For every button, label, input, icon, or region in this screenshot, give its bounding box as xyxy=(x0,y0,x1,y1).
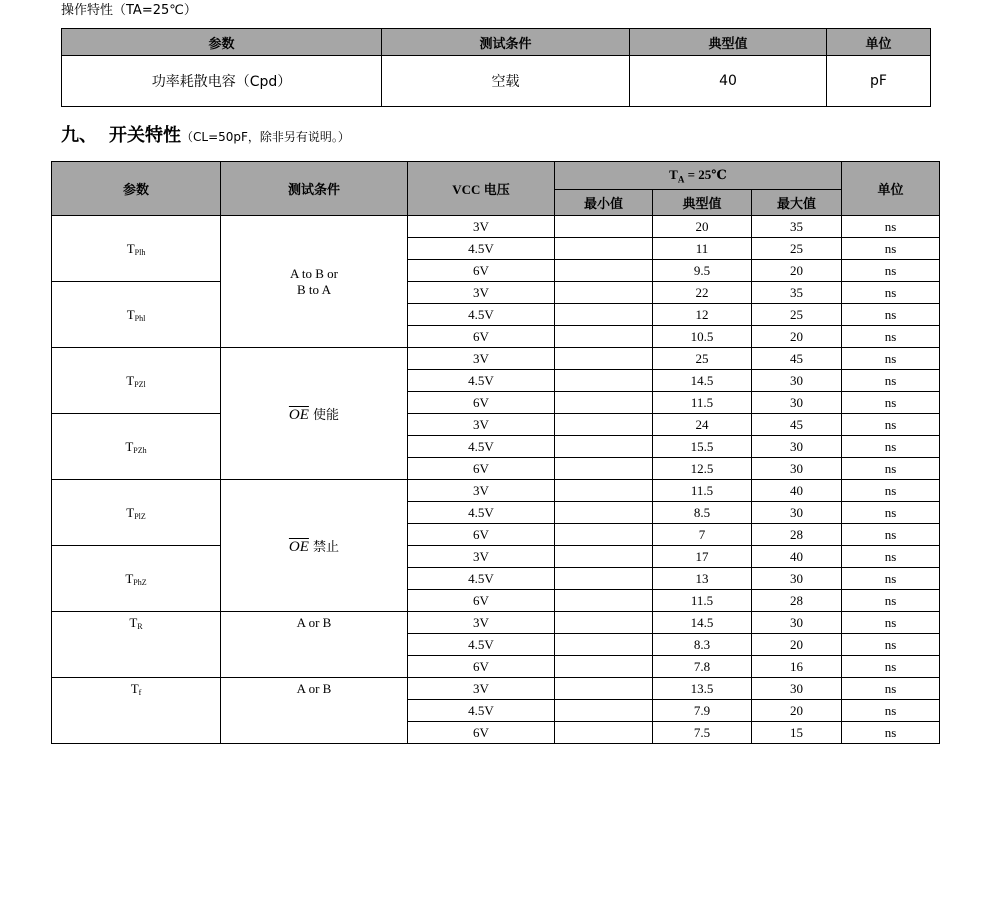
cell-typ: 15.5 xyxy=(653,436,752,458)
cell-unit: ns xyxy=(842,502,940,524)
cell-unit: ns xyxy=(842,480,940,502)
cell-unit: ns xyxy=(842,700,940,722)
cell-unit: ns xyxy=(842,304,940,326)
switching-characteristics-table xyxy=(51,161,940,744)
cell-typ: 13 xyxy=(653,568,752,590)
condition-cell xyxy=(221,348,408,480)
cell-typ: 10.5 xyxy=(653,326,752,348)
condition-text: A or B xyxy=(296,615,332,630)
condition-line: B to A xyxy=(297,281,331,297)
cell-min xyxy=(555,414,653,436)
cell-unit: ns xyxy=(842,326,940,348)
cell-typ: 24 xyxy=(653,414,752,436)
cell-max: 25 xyxy=(752,238,842,260)
cell-vcc: 6V xyxy=(408,656,555,678)
cell-max: 40 xyxy=(752,546,842,568)
header-unit: 单位 xyxy=(842,162,940,216)
header-test-condition: 测试条件 xyxy=(382,29,630,56)
cell-max: 30 xyxy=(752,502,842,524)
cell-typ: 25 xyxy=(653,348,752,370)
header-max: 最大值 xyxy=(752,190,842,216)
cell-typ: 11.5 xyxy=(653,480,752,502)
cell-max: 30 xyxy=(752,392,842,414)
cell-vcc: 3V xyxy=(408,480,555,502)
param-symbol: T xyxy=(130,681,139,696)
cell-vcc: 4.5V xyxy=(408,436,555,458)
cell-typ: 9.5 xyxy=(653,260,752,282)
switching-table-body xyxy=(52,216,940,744)
cell-max: 20 xyxy=(752,634,842,656)
cell-max: 35 xyxy=(752,282,842,304)
cell-min xyxy=(555,216,653,238)
condition-text: A or B xyxy=(296,681,332,696)
oe-label: $\overline{OE}$ xyxy=(288,538,309,555)
cell-max: 28 xyxy=(752,524,842,546)
cell-max: 35 xyxy=(752,216,842,238)
cell-max: 20 xyxy=(752,700,842,722)
cell-max: 30 xyxy=(752,370,842,392)
cell-max: 30 xyxy=(752,436,842,458)
cpd-param: 功率耗散电容（Cpd） xyxy=(62,56,382,107)
param-symbol: T xyxy=(126,240,135,256)
cpd-unit: pF xyxy=(827,56,931,107)
cell-unit: ns xyxy=(842,370,940,392)
param-cell xyxy=(52,414,221,480)
condition-text: 使能 xyxy=(308,407,340,423)
cell-vcc: 6V xyxy=(408,524,555,546)
cell-typ: 7.9 xyxy=(653,700,752,722)
cell-vcc: 3V xyxy=(408,612,555,634)
cell-min xyxy=(555,678,653,700)
cell-vcc: 6V xyxy=(408,722,555,744)
cell-max: 28 xyxy=(752,590,842,612)
table-header-row xyxy=(52,162,940,190)
cell-min xyxy=(555,700,653,722)
table-row xyxy=(52,612,940,634)
header-test-condition: 测试条件 xyxy=(221,162,408,216)
header-vcc xyxy=(408,162,555,216)
cell-typ: 11 xyxy=(653,238,752,260)
cell-unit: ns xyxy=(842,612,940,634)
cell-min xyxy=(555,326,653,348)
header-param: 参数 xyxy=(62,29,382,56)
cell-unit: ns xyxy=(842,216,940,238)
cell-max: 45 xyxy=(752,414,842,436)
cell-vcc: 4.5V xyxy=(408,502,555,524)
param-cell xyxy=(52,678,221,744)
cell-min xyxy=(555,524,653,546)
cell-min xyxy=(555,546,653,568)
param-subscript: Phl xyxy=(134,313,146,323)
cell-min xyxy=(555,568,653,590)
param-symbol: T xyxy=(126,504,135,520)
condition-cell xyxy=(221,678,408,744)
cell-min xyxy=(555,282,653,304)
cell-vcc: 3V xyxy=(408,282,555,304)
cell-unit: ns xyxy=(842,392,940,414)
param-subscript: PZl xyxy=(134,379,146,389)
cell-vcc: 4.5V xyxy=(408,634,555,656)
cell-max: 20 xyxy=(752,326,842,348)
cell-vcc: 4.5V xyxy=(408,370,555,392)
param-symbol: T xyxy=(126,372,135,388)
condition-cell xyxy=(221,216,408,348)
cell-unit: ns xyxy=(842,568,940,590)
cell-min xyxy=(555,502,653,524)
param-subscript: PhZ xyxy=(133,577,147,587)
section-name: 开关特性 xyxy=(109,125,181,146)
cell-typ: 11.5 xyxy=(653,590,752,612)
operating-characteristics-table xyxy=(61,28,931,107)
cell-typ: 11.5 xyxy=(653,392,752,414)
table-row xyxy=(52,480,940,502)
cell-unit: ns xyxy=(842,678,940,700)
header-min: 最小值 xyxy=(555,190,653,216)
param-symbol: T xyxy=(125,438,134,454)
header-unit: 单位 xyxy=(827,29,931,56)
oe-label: $\overline{OE}$ xyxy=(288,406,309,423)
cell-typ: 7.5 xyxy=(653,722,752,744)
param-symbol: T xyxy=(126,306,135,322)
cell-vcc: 3V xyxy=(408,678,555,700)
cell-vcc: 3V xyxy=(408,414,555,436)
cell-typ: 22 xyxy=(653,282,752,304)
table-header-row xyxy=(62,29,931,56)
param-cell xyxy=(52,612,221,678)
condition-line: A to B or xyxy=(289,265,339,281)
header-ta xyxy=(555,162,842,190)
table-row xyxy=(52,216,940,238)
param-cell xyxy=(52,282,221,348)
param-cell xyxy=(52,480,221,546)
cell-vcc: 6V xyxy=(408,260,555,282)
cell-max: 16 xyxy=(752,656,842,678)
cell-min xyxy=(555,260,653,282)
cell-min xyxy=(555,348,653,370)
cell-max: 30 xyxy=(752,568,842,590)
cpd-condition: 空载 xyxy=(382,56,630,107)
cell-typ: 8.5 xyxy=(653,502,752,524)
cell-min xyxy=(555,612,653,634)
cell-unit: ns xyxy=(842,238,940,260)
cell-vcc: 3V xyxy=(408,546,555,568)
ta-main: T xyxy=(669,166,678,182)
param-subscript: f xyxy=(138,688,142,697)
table-row xyxy=(52,348,940,370)
cpd-typical: 40 xyxy=(630,56,827,107)
cell-typ: 14.5 xyxy=(653,370,752,392)
table-row xyxy=(52,678,940,700)
cell-min xyxy=(555,392,653,414)
cell-vcc: 3V xyxy=(408,216,555,238)
cell-vcc: 3V xyxy=(408,348,555,370)
cell-typ: 14.5 xyxy=(653,612,752,634)
cell-typ: 20 xyxy=(653,216,752,238)
cell-unit: ns xyxy=(842,634,940,656)
ta-rest: = 25℃ xyxy=(684,166,727,182)
switching-section-title xyxy=(61,124,350,149)
table-row xyxy=(52,282,940,304)
param-subscript: PZh xyxy=(133,445,147,455)
cell-typ: 13.5 xyxy=(653,678,752,700)
cell-typ: 12.5 xyxy=(653,458,752,480)
header-typ: 典型值 xyxy=(653,190,752,216)
param-symbol: T xyxy=(129,615,138,630)
cell-unit: ns xyxy=(842,436,940,458)
cell-unit: ns xyxy=(842,722,940,744)
cell-typ: 8.3 xyxy=(653,634,752,656)
header-param: 参数 xyxy=(52,162,221,216)
cell-vcc: 6V xyxy=(408,326,555,348)
cell-max: 30 xyxy=(752,612,842,634)
cell-max: 45 xyxy=(752,348,842,370)
header-typical: 典型值 xyxy=(630,29,827,56)
cell-vcc: 4.5V xyxy=(408,568,555,590)
cell-unit: ns xyxy=(842,458,940,480)
param-cell xyxy=(52,348,221,414)
cell-max: 25 xyxy=(752,304,842,326)
param-subscript: PlZ xyxy=(134,511,146,521)
cell-unit: ns xyxy=(842,546,940,568)
table-row xyxy=(62,56,931,107)
section-number: 九、 xyxy=(61,125,97,146)
cell-unit: ns xyxy=(842,656,940,678)
section-condition: （CL=50pF，除非另有说明。） xyxy=(181,130,350,144)
header-vcc-label: VCC 电压 xyxy=(452,182,510,197)
cell-min xyxy=(555,722,653,744)
cell-unit: ns xyxy=(842,348,940,370)
param-symbol: T xyxy=(125,570,134,586)
cell-min xyxy=(555,238,653,260)
cell-max: 30 xyxy=(752,458,842,480)
cell-unit: ns xyxy=(842,524,940,546)
cell-vcc: 4.5V xyxy=(408,238,555,260)
param-subscript: Plh xyxy=(134,247,146,257)
cell-min xyxy=(555,370,653,392)
cell-unit: ns xyxy=(842,414,940,436)
cell-vcc: 4.5V xyxy=(408,700,555,722)
cell-max: 40 xyxy=(752,480,842,502)
cell-unit: ns xyxy=(842,590,940,612)
cell-vcc: 4.5V xyxy=(408,304,555,326)
cell-typ: 7.8 xyxy=(653,656,752,678)
table-row xyxy=(52,546,940,568)
cell-max: 20 xyxy=(752,260,842,282)
condition-cell xyxy=(221,612,408,678)
param-cell xyxy=(52,546,221,612)
cell-vcc: 6V xyxy=(408,392,555,414)
cell-typ: 17 xyxy=(653,546,752,568)
cell-min xyxy=(555,436,653,458)
cell-min xyxy=(555,634,653,656)
cell-unit: ns xyxy=(842,260,940,282)
cell-typ: 7 xyxy=(653,524,752,546)
cell-min xyxy=(555,480,653,502)
table-row xyxy=(52,414,940,436)
cell-max: 15 xyxy=(752,722,842,744)
cell-vcc: 6V xyxy=(408,590,555,612)
cell-min xyxy=(555,458,653,480)
param-cell xyxy=(52,216,221,282)
cell-min xyxy=(555,590,653,612)
cell-vcc: 6V xyxy=(408,458,555,480)
cell-min xyxy=(555,656,653,678)
cell-typ: 12 xyxy=(653,304,752,326)
ta-sub: A xyxy=(677,174,685,185)
param-subscript: R xyxy=(137,622,143,631)
cell-unit: ns xyxy=(842,282,940,304)
condition-cell xyxy=(221,480,408,612)
cell-min xyxy=(555,304,653,326)
condition-text: 禁止 xyxy=(308,539,340,555)
cell-max: 30 xyxy=(752,678,842,700)
operating-characteristics-title: 操作特性（TA=25℃） xyxy=(61,3,197,18)
